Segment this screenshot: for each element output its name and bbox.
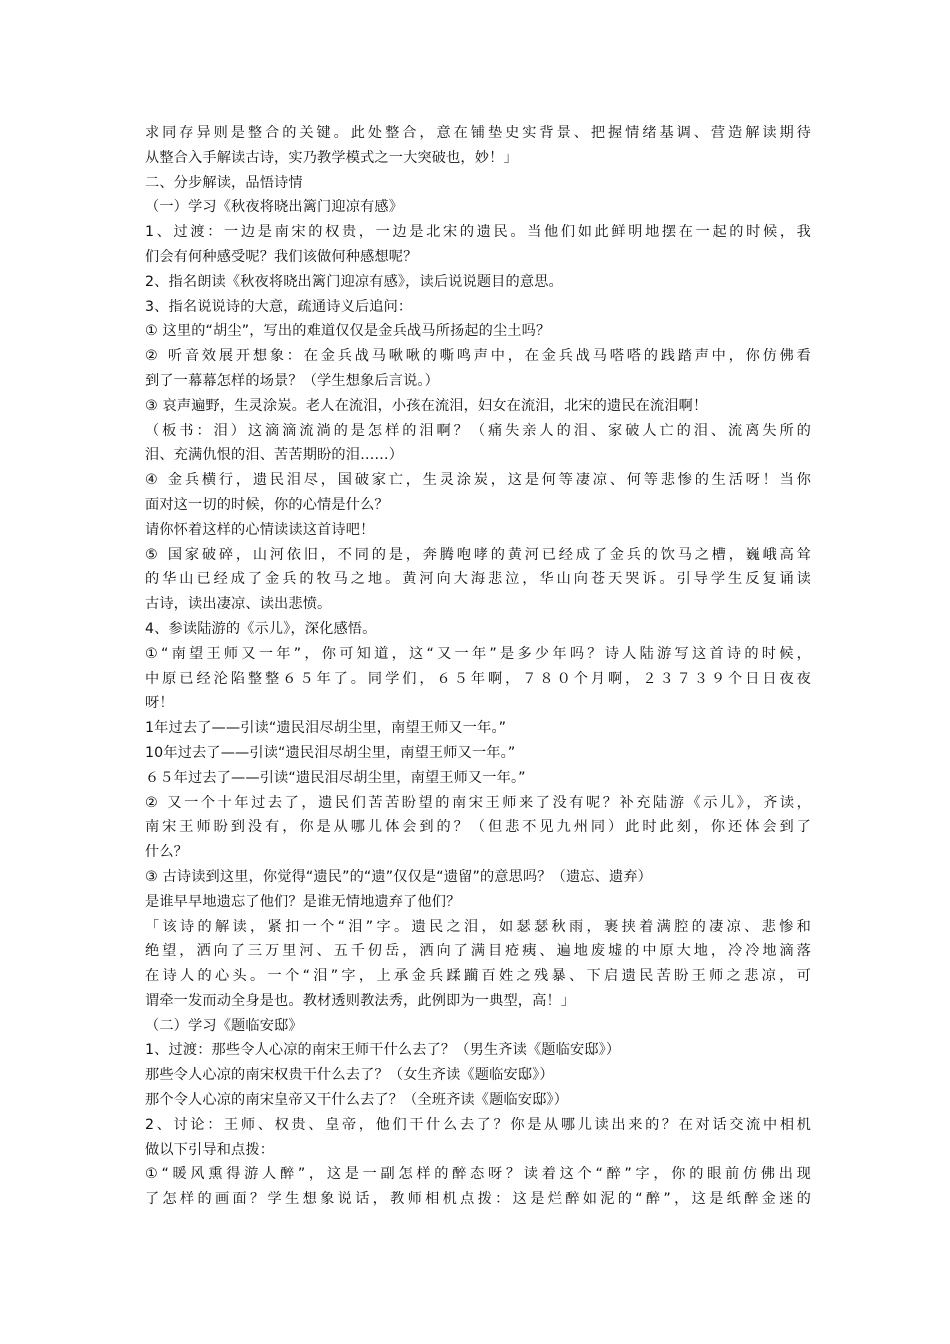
text-line: 的华山已经成了金兵的牧马之地。黄河向大海悲泣，华山向苍天哭诉。引导学生反复诵读 xyxy=(145,571,811,588)
text-line: ①“暖风熏得游人醉”，这是一副怎样的醉态呀？读着这个“醉”字，你的眼前仿佛出现 xyxy=(145,1166,811,1183)
text-line: 1年过去了——引读“遗民泪尽胡尘里，南望王师又一年。” xyxy=(145,720,507,737)
text-line: 呀！ xyxy=(145,695,174,712)
text-line: 在诗人的心头。一个“泪”字，上承金兵蹂躏百姓之残暴、下启遗民苦盼王师之悲凉，可 xyxy=(145,968,811,985)
text-line: ④ 金兵横行，遗民泪尽，国破家亡，生灵涂炭，这是何等凄凉、何等悲惨的生活呀！当你 xyxy=(145,472,811,489)
text-line: 面对这一切的时候，你的心情是什么？ xyxy=(145,496,389,513)
text-line: 谓牵一发而动全身是也。教材透则教法秀，此例即为一典型，高！」 xyxy=(145,992,576,1009)
text-line: 是谁早早地遗忘了他们？是谁无情地遗弃了他们？ xyxy=(145,893,461,910)
text-line: 4、参读陆游的《示儿》，深化感悟。 xyxy=(145,620,377,637)
text-line: 2、讨论：王师、权贵、皇帝，他们干什么去了？你是从哪儿读出来的？在对话交流中相机 xyxy=(145,1116,811,1133)
text-line: 2、指名朗读《秋夜将晓出篱门迎凉有感》，读后说说题目的意思。 xyxy=(145,273,563,290)
text-line: 泪、充满仇恨的泪、苦苦期盼的泪……） xyxy=(145,447,404,464)
text-line: 10年过去了——引读“遗民泪尽胡尘里，南望王师又一年。” xyxy=(145,744,516,761)
text-line: ⑤ 国家破碎，山河依旧，不同的是，奔腾咆哮的黄河已经成了金兵的饮马之槽，巍峨高耸 xyxy=(145,546,811,563)
text-line: 到了一幕幕怎样的场景？（学生想象后言说。） xyxy=(145,372,439,389)
section-heading: 二、分步解读，品悟诗情 xyxy=(145,174,303,191)
text-line: 古诗，读出凄凉、读出悲愤。 xyxy=(145,596,332,613)
text-line: ６５年过去了——引读“遗民泪尽胡尘里，南望王师又一年。” xyxy=(145,769,526,786)
text-line: 们会有何种感受呢？我们该做何种感想呢？ xyxy=(145,248,418,265)
document-body xyxy=(145,121,811,1212)
text-line: 1、过渡：一边是南宋的权贵，一边是北宋的遗民。当他们如此鲜明地摆在一起的时候，我 xyxy=(145,224,811,241)
text-line: 什么？ xyxy=(145,844,189,861)
text-line: （板书：泪）这滴滴流淌的是怎样的泪啊？（痛失亲人的泪、家破人亡的泪、流离失所的 xyxy=(145,422,811,439)
text-line: ② 又一个十年过去了，遗民们苦苦盼望的南宋王师来了没有呢？补充陆游《示儿》，齐读， xyxy=(145,794,811,811)
text-line: 了怎样的画面？学生想象说话，教师相机点拨：这是烂醉如泥的“醉”，这是纸醉金迷的 xyxy=(145,1191,811,1208)
text-line: ③ 古诗读到这里，你觉得“遗民”的“遗”仅仅是“遗留”的意思吗？（遗忘、遗弃） xyxy=(145,868,652,885)
text-line: 从整合入手解读古诗，实乃教学模式之一大突破也，妙！」 xyxy=(145,149,518,166)
text-line: 做以下引导和点拨： xyxy=(145,1141,275,1158)
subsection-heading: （二）学习《题临安邸》 xyxy=(145,1017,303,1034)
text-line: 南宋王师盼到没有，你是从哪儿体会到的？（但悲不见九州同）此时此刻，你还体会到了 xyxy=(145,819,811,836)
text-line: 1、过渡：那些令人心凉的南宋王师干什么去了？（男生齐读《题临安邸》） xyxy=(145,1042,621,1059)
text-line: ①“南望王师又一年”，你可知道，这“又一年”是多少年吗？诗人陆游写这首诗的时候， xyxy=(145,645,811,662)
text-line: ① 这里的“胡尘”，写出的难道仅仅是金兵战马所扬起的尘土吗？ xyxy=(145,323,551,340)
text-line: 那些令人心凉的南宋权贵干什么去了？（女生齐读《题临安邸》） xyxy=(145,1067,554,1084)
text-line: 请你怀着这样的心情读读这首诗吧！ xyxy=(145,521,375,538)
text-line: 绝望，洒向了三万里河、五千仞岳，洒向了满目疮痍、遍地废墟的中原大地，冷冷地滴落 xyxy=(145,943,811,960)
text-line: 那个令人心凉的南宋皇帝又干什么去了？（全班齐读《题临安邸》） xyxy=(145,1092,569,1109)
text-line: ② 听音效展开想象：在金兵战马啾啾的嘶鸣声中，在金兵战马嗒嗒的践踏声中，你仿佛看 xyxy=(145,348,811,365)
subsection-heading: （一）学习《秋夜将晓出篱门迎凉有感》 xyxy=(145,199,404,216)
text-line: ③ 哀声遍野，生灵涂炭。老人在流泪，小孩在流泪，妇女在流泪，北宋的遗民在流泪啊！ xyxy=(145,397,708,414)
text-line: 3、指名说说诗的大意，疏通诗义后追问： xyxy=(145,298,413,315)
text-line: 「该诗的解读，紧扣一个“泪”字。遗民之泪，如瑟瑟秋雨，裹挟着满腔的凄凉、悲惨和 xyxy=(145,918,811,935)
text-line: 中原已经沦陷整整６５年了。同学们，６５年啊，７８０个月啊，２３７３９个日日夜夜 xyxy=(145,670,811,687)
text-line: 求同存异则是整合的关键。此处整合，意在铺垫史实背景、把握情绪基调、营造解读期待 xyxy=(145,125,811,141)
